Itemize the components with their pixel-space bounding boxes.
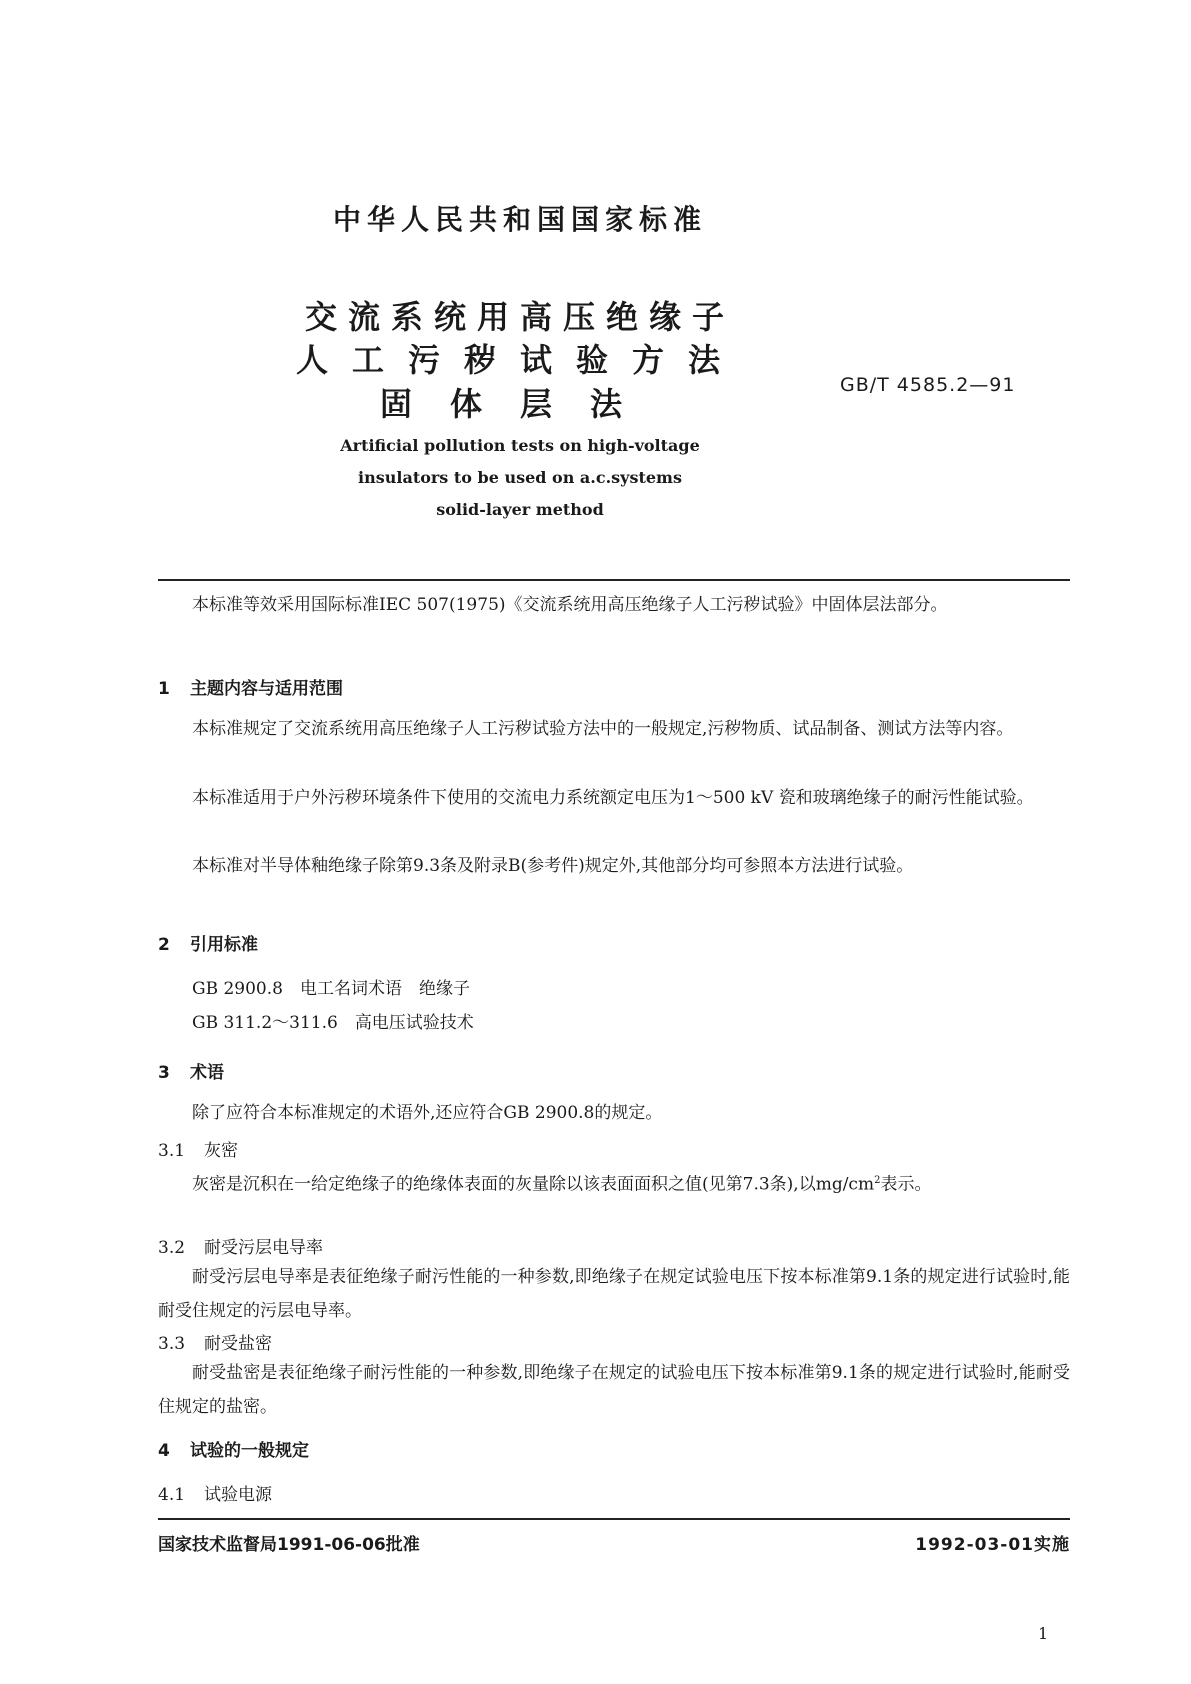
term-3-1-number: 3.1 bbox=[158, 1141, 186, 1161]
implementation-date: 1992-03-01实施 bbox=[915, 1535, 1070, 1555]
section-3-number: 3 bbox=[158, 1063, 170, 1083]
approval-line: 国家技术监督局1991-06-06批准 bbox=[158, 1535, 420, 1555]
reference-2-name: 高电压试验技术 bbox=[354, 1013, 474, 1033]
page-number: 1 bbox=[1038, 1624, 1049, 1643]
section-2-title: 引用标准 bbox=[190, 935, 258, 955]
subsection-4-1-number: 4.1 bbox=[158, 1485, 186, 1505]
section-2-heading bbox=[158, 930, 258, 955]
section-4-heading bbox=[158, 1436, 309, 1461]
term-3-2-number: 3.2 bbox=[158, 1238, 186, 1258]
section-4-title: 试验的一般规定 bbox=[190, 1441, 309, 1461]
reference-1 bbox=[192, 974, 470, 999]
section-3-title: 术语 bbox=[190, 1063, 224, 1083]
section-2-number: 2 bbox=[158, 935, 170, 955]
intro-paragraph: 本标准等效采用国际标准IEC 507(1975)《交流系统用高压绝缘子人工污秽试验》中固体层法部分。 bbox=[192, 595, 948, 615]
term-3-1-def-tail: 表示。 bbox=[880, 1174, 932, 1195]
subsection-4-1-title: 试验电源 bbox=[204, 1485, 272, 1505]
term-3-2-title: 耐受污层电导率 bbox=[204, 1238, 323, 1258]
reference-1-code: GB 2900.8 bbox=[192, 979, 283, 999]
title-line-1: 交流系统用高压绝缘子 bbox=[304, 298, 735, 336]
english-title-line-3: solid-layer method bbox=[436, 500, 604, 519]
section-3-heading bbox=[158, 1058, 224, 1083]
section-1-heading bbox=[158, 674, 343, 699]
english-title-line-2: insulators to be used on a.c.systems bbox=[358, 468, 682, 487]
section-1-para-3: 本标准对半导体釉绝缘子除第9.3条及附录B(参考件)规定外,其他部分均可参照本方法进行试验。 bbox=[192, 856, 914, 876]
term-3-2-heading bbox=[158, 1233, 323, 1258]
term-3-1-def-text: 灰密是沉积在一给定绝缘子的绝缘体表面的灰量除以该表面面积之值(见第7.3条),以mg/cm bbox=[192, 1174, 875, 1195]
subsection-4-1-heading bbox=[158, 1480, 272, 1505]
reference-2 bbox=[192, 1008, 474, 1033]
term-3-3-number: 3.3 bbox=[158, 1334, 186, 1354]
section-1-number: 1 bbox=[158, 679, 170, 699]
term-3-1-def-sup: 2 bbox=[874, 1175, 881, 1186]
term-3-1-title: 灰密 bbox=[204, 1141, 238, 1161]
term-3-3-title: 耐受盐密 bbox=[204, 1334, 272, 1354]
title-line-3: 固体层法 bbox=[379, 385, 660, 423]
section-1-title: 主题内容与适用范围 bbox=[190, 679, 343, 699]
term-3-1-heading bbox=[158, 1136, 238, 1161]
section-1-para-1: 本标准规定了交流系统用高压绝缘子人工污秽试验方法中的一般规定,污秽物质、试品制备、测试方法等内容。 bbox=[192, 719, 1014, 739]
bottom-divider bbox=[158, 1518, 1070, 1520]
reference-2-code: GB 311.2～311.6 bbox=[192, 1013, 338, 1033]
term-3-3-heading bbox=[158, 1329, 272, 1354]
national-standard-heading: 中华人民共和国国家标准 bbox=[332, 203, 707, 236]
top-divider bbox=[158, 579, 1070, 581]
term-3-1-definition bbox=[158, 1164, 1070, 1202]
section-3-intro: 除了应符合本标准规定的术语外,还应符合GB 2900.8的规定。 bbox=[192, 1103, 663, 1123]
english-title-line-1: Artificial pollution tests on high-voltage bbox=[340, 436, 700, 455]
title-line-2: 人工污秽试验方法 bbox=[295, 341, 744, 379]
reference-1-name: 电工名词术语 绝缘子 bbox=[299, 979, 470, 999]
section-4-number: 4 bbox=[158, 1441, 170, 1461]
term-3-3-definition: 耐受盐密是表征绝缘子耐污性能的一种参数,即绝缘子在规定的试验电压下按本标准第9.1条的规定进行试验时,能耐受住规定的盐密。 bbox=[158, 1363, 1070, 1417]
section-1-para-2: 本标准适用于户外污秽环境条件下使用的交流电力系统额定电压为1～500 kV 瓷和玻璃绝缘子的耐污性能试验。 bbox=[192, 788, 1034, 808]
term-3-2-definition: 耐受污层电导率是表征绝缘子耐污性能的一种参数,即绝缘子在规定试验电压下按本标准第9.1条的规定进行试验时,能耐受住规定的污层电导率。 bbox=[158, 1267, 1070, 1321]
standard-number: GB/T 4585.2—91 bbox=[840, 374, 1016, 396]
